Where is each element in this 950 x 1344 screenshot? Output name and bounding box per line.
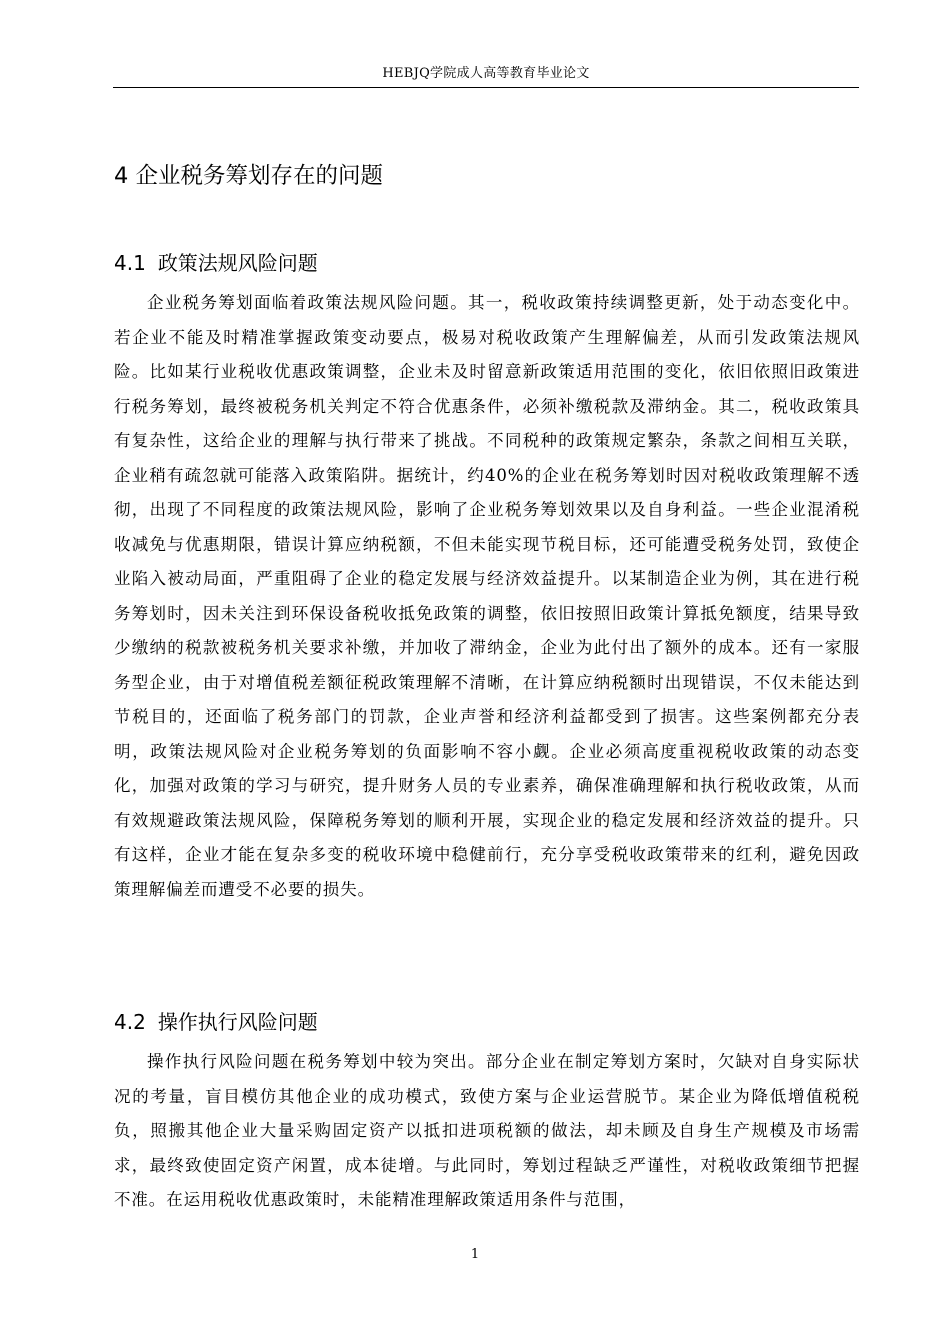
running-header: HEBJQ学院成人高等教育毕业论文	[382, 66, 590, 81]
header-divider	[113, 87, 859, 88]
section-number: 4.2	[114, 1010, 146, 1034]
page-number: 1	[470, 1247, 480, 1262]
section-title-text: 政策法规风险问题	[157, 251, 318, 275]
section-4-1-paragraph: 企业税务筹划面临着政策法规风险问题。其一，税收政策持续调整更新，处于动态变化中。若企业不能及时精准掌握政策变动要点，极易对税收政策产生理解偏差，从而引发政策法规风险。比如某行业税收优惠政策调整，企业未及时留意新政策适用范围的变化，依旧依照旧政策进行税务筹划，最终被税务机关判定不符合优惠条件，必须补缴税款及滞纳金。其二，税收政策具有复杂性，这给企业的理解与执行带来了挑战。不同税种的政策规定繁杂，条款之间相互关联，企业稍有疏忽就可能落入政策陷阱。据统计，约40%的企业在税务筹划时因对税收政策理解不透彻，出现了不同程度的政策法规风险，影响了企业税务筹划效果以及自身利益。一些企业混淆税收减免与优惠期限，错误计算应纳税额，不但未能实现节税目标，还可能遭受税务处罚，致使企业陷入被动局面，严重阻碍了企业的稳定发展与经济效益提升。以某制造企业为例，其在进行税务筹划时，因未关注到环保设备税收抵免政策的调整，依旧按照旧政策计算抵免额度，结果导致少缴纳的税款被税务机关要求补缴，并加收了滞纳金，企业为此付出了额外的成本。还有一家服务型企业，由于对增值税差额征税政策理解不清晰，在计算应纳税额时出现错误，不仅未能达到节税目的，还面临了税务部门的罚款，企业声誉和经济利益都受到了损害。这些案例都充分表明，政策法规风险对企业税务筹划的负面影响不容小觑。企业必须高度重视税收政策的动态变化，加强对政策的学习与研究，提升财务人员的专业素养，确保准确理解和执行税收政策，从而有效规避政策法规风险，保障税务筹划的顺利开展，实现企业的稳定发展和经济效益的提升。只有这样，企业才能在复杂多变的税收环境中稳健前行，充分享受税收政策带来的红利，避免因政策理解偏差而遭受不必要的损失。	[114, 293, 860, 899]
section-number: 4.1	[114, 251, 146, 275]
section-heading-4-2	[114, 1007, 318, 1037]
chapter-title: 4 企业税务筹划存在的问题	[114, 163, 383, 189]
section-title-text: 操作执行风险问题	[157, 1010, 318, 1034]
section-heading-4-1	[114, 248, 318, 278]
section-4-2-paragraph: 操作执行风险问题在税务筹划中较为突出。部分企业在制定筹划方案时，欠缺对自身实际状况的考量，盲目模仿其他企业的成功模式，致使方案与企业运营脱节。某企业为降低增值税税负，照搬其他企业大量采购固定资产以抵扣进项税额的做法，却未顾及自身生产规模及市场需求，最终致使固定资产闲置，成本徒增。与此同时，筹划过程缺乏严谨性，对税收政策细节把握不准。在运用税收优惠政策时，未能精准理解政策适用条件与范围，	[114, 1052, 860, 1209]
